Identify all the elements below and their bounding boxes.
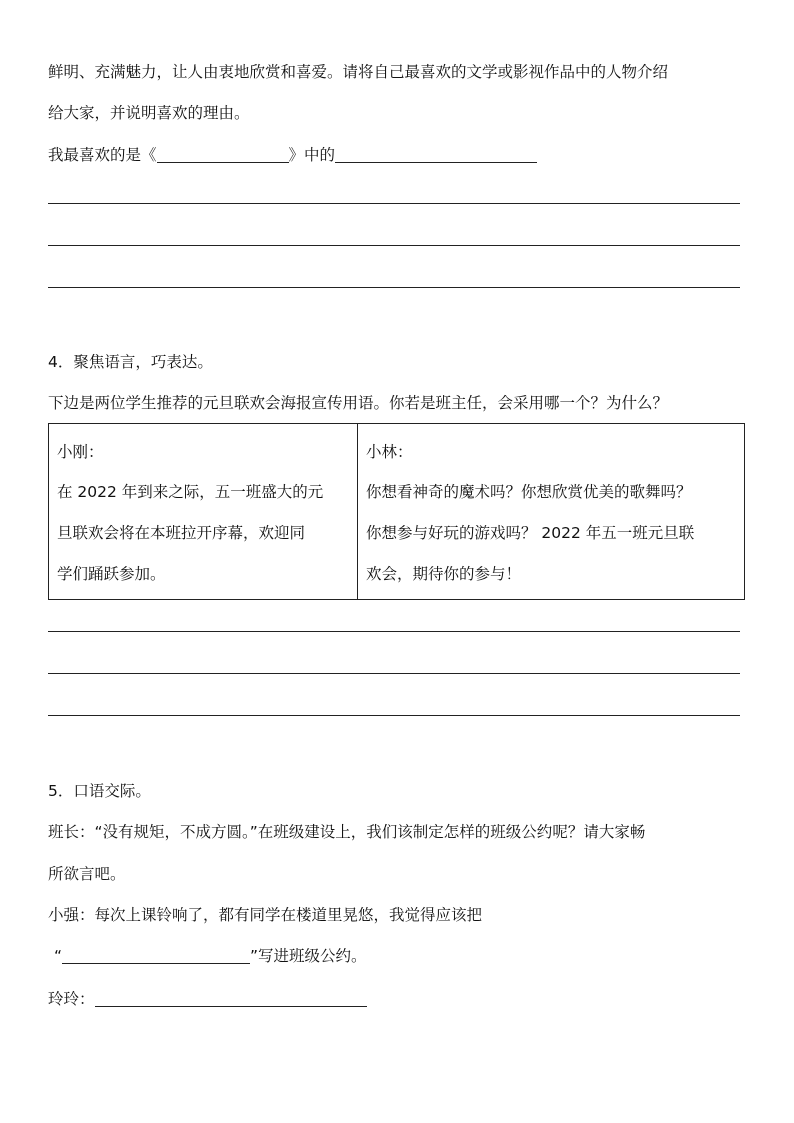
- xiaolin-name: 小林：: [366, 443, 413, 461]
- xiaolin-line-1: 你想看神奇的魔术吗？你想欣赏优美的歌舞吗？: [366, 483, 692, 501]
- q4-prompt: 下边是两位学生推荐的元旦联欢会海报宣传用语。你若是班主任，会采用哪一个？为什么？: [48, 394, 669, 412]
- xiaogang-name: 小刚：: [57, 443, 104, 461]
- q3-fill-middle: 》中的: [288, 146, 336, 164]
- q4-answer-line-3[interactable]: [48, 715, 740, 716]
- q3-text-line-2: 给大家，并说明喜欢的理由。: [48, 104, 250, 122]
- xiaogang-cell: [49, 424, 358, 600]
- xiaolin-line-2: 你想参与好玩的游戏吗？ 2022 年五一班元旦联: [366, 524, 695, 542]
- q4-answer-line-2[interactable]: [48, 673, 740, 674]
- xiaolin-cell: [358, 424, 745, 600]
- xiaoqiang-line-2: [54, 946, 367, 966]
- monitor-line-1: 班长：“没有规矩，不成方圆。”在班级建设上，我们该制定怎样的班级公约呢？请大家畅: [48, 823, 646, 841]
- slogan-comparison-table: [48, 423, 745, 600]
- rule-blank[interactable]: [62, 947, 250, 964]
- character-name-blank[interactable]: [335, 146, 537, 163]
- xiaogang-line-2: 旦联欢会将在本班拉开序幕，欢迎同: [57, 524, 306, 542]
- q4-title: 4．聚焦语言，巧表达。: [48, 353, 213, 371]
- lingling-label: 玲玲：: [48, 990, 95, 1008]
- xiaoqiang-line-1: 小强：每次上课铃响了，都有同学在楼道里晃悠，我觉得应该把: [48, 906, 483, 924]
- xiaogang-line-1: 在 2022 年到来之际，五一班盛大的元: [57, 483, 324, 501]
- q3-answer-line-1[interactable]: [48, 203, 740, 204]
- work-title-blank[interactable]: [157, 146, 289, 163]
- lingling-line: [48, 989, 367, 1009]
- q3-fill-prefix: 我最喜欢的是《: [48, 146, 157, 164]
- q5-title: 5．口语交际。: [48, 782, 151, 800]
- xiaogang-line-3: 学们踊跃参加。: [57, 565, 166, 583]
- q3-fill-line: [48, 145, 537, 165]
- q3-answer-line-3[interactable]: [48, 287, 740, 288]
- monitor-line-2: 所欲言吧。: [48, 865, 126, 883]
- xiaolin-line-3: 欢会，期待你的参与！: [366, 565, 522, 583]
- q3-answer-line-2[interactable]: [48, 245, 740, 246]
- quote-open: “: [54, 947, 63, 965]
- quote-close: ”写进班级公约。: [250, 947, 367, 965]
- q3-text-line-1: 鲜明、充满魅力，让人由衷地欣赏和喜爱。请将自己最喜欢的文学或影视作品中的人物介绍: [48, 63, 669, 81]
- q4-answer-line-1[interactable]: [48, 631, 740, 632]
- lingling-answer-blank[interactable]: [95, 990, 367, 1007]
